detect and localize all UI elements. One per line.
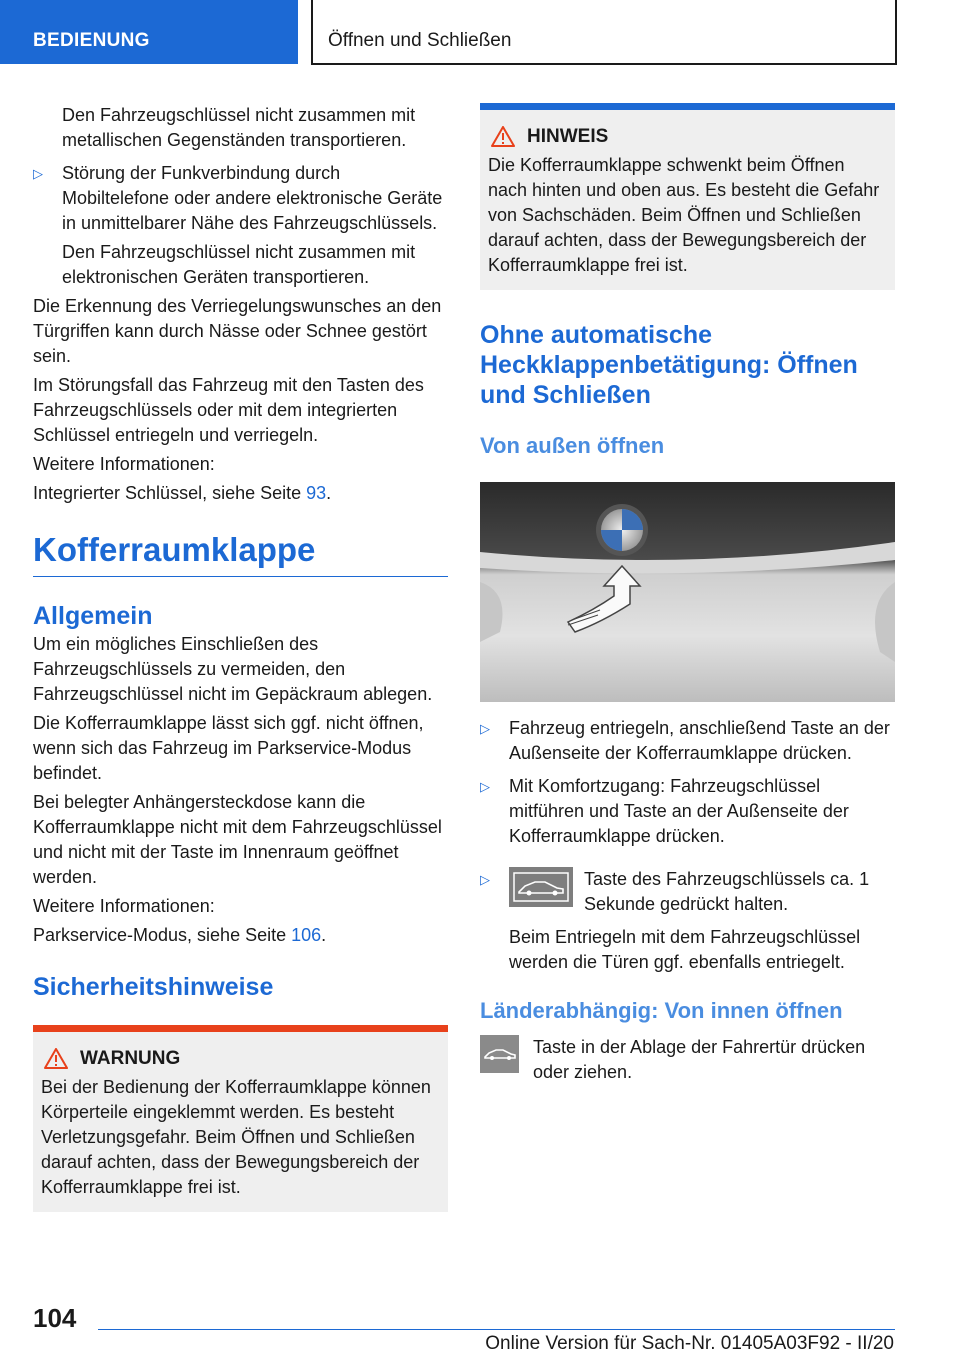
interior-button-row (480, 1035, 895, 1085)
bullet-text: Störung der Funkverbindung durch Mobiltelefone oder andere elektronische Geräte in unmittelbarer Nähe des Fahrzeugschlüssels. (62, 163, 443, 233)
paragraph-innen: Taste in der Ablage der Fahrertür drücken oder ziehen. (533, 1037, 866, 1082)
bullet-text: Fahrzeug entriegeln, anschließend Taste an der Außenseite der Kofferraumklappe drücken. (509, 718, 890, 763)
triangle-right-icon: ▷ (480, 779, 490, 794)
reference-parkservice (33, 923, 448, 948)
reference-text: Integrierter Schlüssel, siehe Seite (33, 483, 307, 503)
paragraph-continue: Den Fahrzeugschlüssel nicht zusammen mit metallischen Gegenständen transportieren. (62, 105, 416, 150)
notice-title (488, 124, 887, 149)
subheading-von-innen: Länderabhängig: Von innen öffnen (480, 998, 843, 1023)
paragraph-weitere-2: Weitere Informationen: (33, 896, 215, 916)
car-trunk-button-icon (480, 1035, 519, 1073)
list-item (480, 716, 895, 766)
page-link-106[interactable]: 106 (291, 925, 322, 945)
reference-end: . (321, 925, 327, 945)
bullet-text: Mit Komfortzugang: Fahrzeugschlüssel mitführen und Taste an der Außenseite der Kofferraumklappe drücken. (509, 776, 849, 846)
subheading-ohne-automatik: Ohne automatische Heckklappenbetätigung: Öffnen und Schließen (480, 321, 858, 409)
warning-triangle-icon (44, 1048, 68, 1069)
section-heading: Kofferraumklappe (33, 530, 448, 577)
key-button-row (509, 867, 895, 917)
reference-text: Parkservice-Modus, siehe Seite (33, 925, 292, 945)
left-column (33, 103, 448, 1212)
chapter-title: Öffnen und Schließen (328, 30, 512, 51)
page-link-93[interactable]: 93 (306, 483, 327, 503)
warning-text: Bei der Bedienung der Kofferraumklappe können Körperteile eingeklemmt werden. Es besteht Verletzungsgefahr. Beim Öffnen und Schließen darauf achten, dass der Bewegungsbereich der Kofferraumklappe frei ist. (41, 1077, 431, 1197)
list-item (480, 774, 895, 849)
reference-integrated-key (33, 481, 448, 506)
warning-label: WARNUNG (80, 1048, 181, 1069)
warning-box (33, 1025, 448, 1212)
bullet-text: Taste des Fahrzeugschlüssels ca. 1 Sekunde gedrückt halten. (584, 869, 870, 914)
reference-end: . (326, 483, 332, 503)
warning-triangle-icon (491, 126, 515, 147)
notice-text: Die Kofferraumklappe schwenkt beim Öffnen nach hinten und oben aus. Es besteht die Gefahr von Sachschäden. Beim Öffnen und Schließen darauf achten, dass der Bewegungsbereich der Kofferraumklappe frei ist. (488, 155, 880, 275)
bullet-subtext: Den Fahrzeugschlüssel nicht zusammen mit elektronischen Geräten transportieren. (62, 242, 416, 287)
footer-online-version: Online Version für Sach-Nr. 01405A03F92 - II/20 (485, 1333, 894, 1354)
warning-title (41, 1046, 440, 1071)
subheading-allgemein: Allgemein (33, 602, 153, 630)
triangle-right-icon: ▷ (480, 721, 490, 736)
notice-label: HINWEIS (527, 126, 609, 147)
subheading-sicherheit: Sicherheitshinweise (33, 973, 274, 1001)
list-item (480, 867, 895, 975)
section-tab (0, 0, 298, 64)
paragraph-allgemein-2: Die Kofferraumklappe lässt sich ggf. nicht öffnen, wenn sich das Fahrzeug im Parkservice-Modus befindet. (33, 713, 424, 783)
paragraph-erkennung: Die Erkennung des Verriegelungswunsches an den Türgriffen kann durch Nässe oder Schnee gestört sein. (33, 296, 442, 366)
footer-divider (98, 1329, 895, 1330)
car-trunk-key-icon (509, 867, 573, 907)
paragraph-allgemein-1: Um ein mögliches Einschließen des Fahrzeugschlüssels zu vermeiden, den Fahrzeugschlüssel nicht im Gepäckraum ablegen. (33, 634, 433, 704)
paragraph-weitere: Weitere Informationen: (33, 454, 215, 474)
section-label: BEDIENUNG (33, 30, 150, 51)
bullet-subtext: Beim Entriegeln mit dem Fahrzeugschlüssel werden die Türen ggf. ebenfalls entriegelt. (509, 927, 861, 972)
chapter-header (311, 0, 897, 65)
list-item (33, 161, 448, 290)
paragraph-allgemein-3: Bei belegter Anhängersteckdose kann die Kofferraumklappe nicht mit dem Fahrzeugschlüssel und nicht mit der Taste im Innenraum geöffnet werden. (33, 792, 442, 887)
right-column (480, 103, 895, 1085)
notice-box (480, 103, 895, 290)
triangle-right-icon: ▷ (33, 166, 43, 181)
paragraph-stoerfall: Im Störungsfall das Fahrzeug mit den Tasten des Fahrzeugschlüssels oder mit dem integrierten Schlüssel entriegeln und verriegeln. (33, 375, 424, 445)
page-number: 104 (33, 1303, 77, 1333)
subheading-von-aussen: Von außen öffnen (480, 433, 665, 458)
triangle-right-icon: ▷ (480, 872, 490, 887)
trunk-photo (480, 482, 895, 702)
